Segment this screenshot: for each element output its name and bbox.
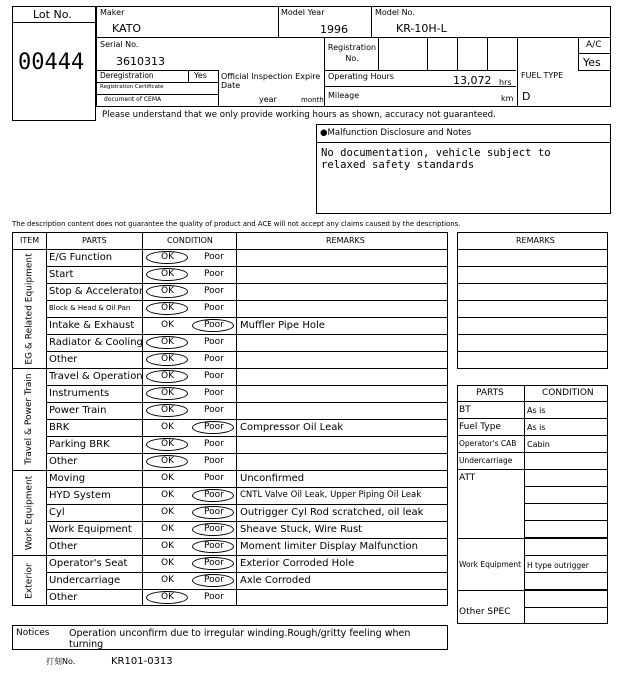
ok-selected-circle bbox=[146, 336, 188, 349]
deregistration-value: Yes bbox=[194, 71, 207, 80]
ok-label: OK bbox=[161, 558, 174, 568]
ok-label: OK bbox=[161, 575, 174, 585]
remark-text: Moment limiter Display Malfunction bbox=[240, 540, 418, 552]
part-name: Other bbox=[49, 353, 78, 365]
poor-label: Poor bbox=[204, 456, 224, 466]
ok-label: OK bbox=[161, 388, 174, 398]
working-hours-notice: Please understand that we only provide working hours as shown, accuracy not guaranteed. bbox=[102, 110, 496, 120]
remark-text: Unconfirmed bbox=[240, 472, 305, 484]
group-label: Exterior bbox=[24, 562, 34, 599]
ok-selected-circle bbox=[146, 404, 188, 417]
poor-selected-circle bbox=[192, 557, 234, 570]
maker-label: Maker bbox=[100, 8, 125, 17]
header-condition: CONDITION bbox=[167, 236, 213, 245]
poor-label: Poor bbox=[204, 388, 224, 398]
mileage-label: Mileage bbox=[328, 91, 360, 100]
ok-label: OK bbox=[161, 473, 174, 483]
poor-label: Poor bbox=[204, 422, 224, 432]
ok-selected-circle bbox=[146, 438, 188, 451]
group-label: EG & Related Equipment bbox=[24, 252, 34, 365]
poor-label: Poor bbox=[204, 524, 224, 534]
header-item: ITEM bbox=[20, 236, 40, 245]
right-remarks-header: REMARKS bbox=[516, 236, 555, 245]
year-label: year bbox=[259, 95, 277, 104]
part-name: Start bbox=[49, 268, 74, 280]
model-year-value: 1996 bbox=[320, 23, 348, 36]
right-condition-value: As is bbox=[527, 406, 546, 415]
part-name: Other bbox=[49, 455, 78, 467]
ok-label: OK bbox=[161, 456, 174, 466]
lot-number: 00444 bbox=[18, 50, 85, 75]
ok-label: OK bbox=[161, 422, 174, 432]
part-name: Stop & Accelerator bbox=[49, 285, 144, 297]
disclaimer: The description content does not guarantee the quality of product and ACE will not accept any claims caused by the descriptions. bbox=[12, 220, 461, 228]
right-condition-value: As is bbox=[527, 423, 546, 432]
right-part-name: Work Equipment bbox=[459, 560, 522, 569]
header-remarks: REMARKS bbox=[326, 236, 365, 245]
lot-label: Lot No. bbox=[33, 8, 72, 21]
registration-label: Registration No. bbox=[327, 43, 377, 63]
poor-label: Poor bbox=[204, 337, 224, 347]
poor-label: Poor bbox=[204, 575, 224, 585]
header-parts: PARTS bbox=[82, 236, 107, 245]
ok-label: OK bbox=[161, 269, 174, 279]
right-part-name: Fuel Type bbox=[459, 422, 501, 432]
right-part-name: ATT bbox=[459, 473, 476, 483]
stamp-value: KR101-0313 bbox=[111, 656, 173, 667]
serial-label: Serial No. bbox=[100, 40, 139, 49]
poor-selected-circle bbox=[192, 506, 234, 519]
poor-label: Poor bbox=[204, 354, 224, 364]
maker-value: KATO bbox=[112, 22, 142, 35]
model-no-value: KR-10H-L bbox=[396, 22, 447, 35]
part-name: Block & Head & Oil Pan bbox=[49, 304, 131, 312]
ok-label: OK bbox=[161, 490, 174, 500]
part-name: Power Train bbox=[49, 404, 107, 416]
right-part-name: BT bbox=[459, 405, 471, 415]
part-name: Other bbox=[49, 540, 78, 552]
poor-label: Poor bbox=[204, 541, 224, 551]
ok-selected-circle bbox=[146, 251, 188, 264]
part-name: HYD System bbox=[49, 489, 111, 501]
remark-text: Outrigger Cyl Rod scratched, oil leak bbox=[240, 506, 424, 518]
ok-label: OK bbox=[161, 354, 174, 364]
ok-label: OK bbox=[161, 286, 174, 296]
part-name: Moving bbox=[49, 472, 86, 484]
ok-label: OK bbox=[161, 507, 174, 517]
ok-selected-circle bbox=[146, 455, 188, 468]
part-name: Instruments bbox=[49, 387, 110, 399]
group-label: Travel & Power Train bbox=[24, 373, 34, 465]
fuel-type-label: FUEL TYPE bbox=[521, 71, 564, 80]
ok-label: OK bbox=[161, 405, 174, 415]
ok-selected-circle bbox=[146, 370, 188, 383]
remark-text: Exterior Corroded Hole bbox=[240, 557, 355, 569]
parts-header: PARTS bbox=[476, 388, 504, 398]
part-name: Operator's Seat bbox=[49, 557, 128, 569]
inspection-expire-label: Official Inspection Expire Date bbox=[221, 72, 321, 90]
poor-selected-circle bbox=[192, 319, 234, 332]
malfunction-text: No documentation, vehicle subject to relaxed safety standards bbox=[321, 147, 551, 171]
right-part-name: Undercarriage bbox=[459, 456, 513, 465]
poor-selected-circle bbox=[192, 421, 234, 434]
right-condition-value: H type outrigger bbox=[527, 561, 589, 570]
ok-selected-circle bbox=[146, 285, 188, 298]
mileage-unit: km bbox=[501, 94, 514, 103]
poor-label: Poor bbox=[204, 473, 224, 483]
poor-label: Poor bbox=[204, 303, 224, 313]
ok-label: OK bbox=[161, 524, 174, 534]
poor-label: Poor bbox=[204, 405, 224, 415]
poor-label: Poor bbox=[204, 439, 224, 449]
ok-label: OK bbox=[161, 371, 174, 381]
poor-selected-circle bbox=[192, 574, 234, 587]
model-year-label: Model Year bbox=[281, 8, 325, 17]
poor-label: Poor bbox=[204, 320, 224, 330]
month-label: month bbox=[301, 96, 324, 104]
part-name: E/G Function bbox=[49, 251, 113, 263]
part-name: Work Equipment bbox=[49, 523, 132, 535]
right-part-name: Operator's CAB bbox=[459, 439, 517, 448]
poor-selected-circle bbox=[192, 540, 234, 553]
ok-label: OK bbox=[161, 337, 174, 347]
part-name: BRK bbox=[49, 421, 70, 433]
ok-label: OK bbox=[161, 320, 174, 330]
condition-header: CONDITION bbox=[542, 388, 594, 398]
remark-text: Axle Corroded bbox=[240, 574, 311, 586]
ok-selected-circle bbox=[146, 387, 188, 400]
ok-label: OK bbox=[161, 541, 174, 551]
fuel-type-value: D bbox=[522, 90, 531, 103]
ok-label: OK bbox=[161, 439, 174, 449]
right-part-name: Other SPEC bbox=[459, 607, 511, 617]
ok-selected-circle bbox=[146, 268, 188, 281]
part-name: Other bbox=[49, 591, 78, 603]
serial-value: 3610313 bbox=[116, 55, 165, 68]
ok-label: OK bbox=[161, 252, 174, 262]
malfunction-title: ●Malfunction Disclosure and Notes bbox=[320, 128, 472, 138]
poor-label: Poor bbox=[204, 286, 224, 296]
hours-unit: hrs bbox=[499, 78, 512, 87]
notices-label: Notices bbox=[16, 628, 50, 638]
poor-selected-circle bbox=[192, 489, 234, 502]
poor-selected-circle bbox=[192, 523, 234, 536]
ac-value: Yes bbox=[583, 56, 601, 69]
part-name: Cyl bbox=[49, 506, 65, 518]
part-name: Radiator & Cooling bbox=[49, 336, 143, 348]
poor-label: Poor bbox=[204, 592, 224, 602]
registration-certificate-label: Registration Certificate bbox=[100, 84, 164, 90]
ok-selected-circle bbox=[146, 302, 188, 315]
operating-hours-label: Operating Hours bbox=[328, 72, 394, 81]
ac-label: A/C bbox=[586, 40, 602, 50]
poor-label: Poor bbox=[204, 269, 224, 279]
part-name: Intake & Exhaust bbox=[49, 319, 135, 331]
ok-selected-circle bbox=[146, 591, 188, 604]
ok-label: OK bbox=[161, 592, 174, 602]
poor-label: Poor bbox=[204, 490, 224, 500]
part-name: Travel & Operation bbox=[49, 370, 143, 382]
part-name: Undercarriage bbox=[49, 574, 121, 586]
notices-text: Operation unconfirm due to irregular winding.Rough/gritty feeling when turning bbox=[69, 628, 411, 650]
poor-label: Poor bbox=[204, 252, 224, 262]
stamp-label: 打刻No. bbox=[46, 657, 76, 666]
poor-label: Poor bbox=[204, 558, 224, 568]
part-name: Parking BRK bbox=[49, 438, 110, 450]
remark-text: CNTL Valve Oil Leak, Upper Piping Oil Leak bbox=[240, 490, 422, 501]
group-label: Work Equipment bbox=[24, 475, 34, 550]
poor-label: Poor bbox=[204, 371, 224, 381]
ok-label: OK bbox=[161, 303, 174, 313]
operating-hours-value: 13,072 bbox=[453, 74, 492, 87]
cema-document-label: document of CEMA bbox=[104, 96, 162, 103]
remark-text: Muffler Pipe Hole bbox=[240, 319, 325, 331]
model-no-label: Model No. bbox=[375, 8, 415, 17]
right-condition-value: Cabin bbox=[527, 440, 550, 449]
deregistration-label: Deregistration bbox=[100, 71, 154, 80]
poor-label: Poor bbox=[204, 507, 224, 517]
remark-text: Compressor Oil Leak bbox=[240, 421, 344, 433]
ok-selected-circle bbox=[146, 353, 188, 366]
remark-text: Sheave Stuck, Wire Rust bbox=[240, 523, 363, 535]
